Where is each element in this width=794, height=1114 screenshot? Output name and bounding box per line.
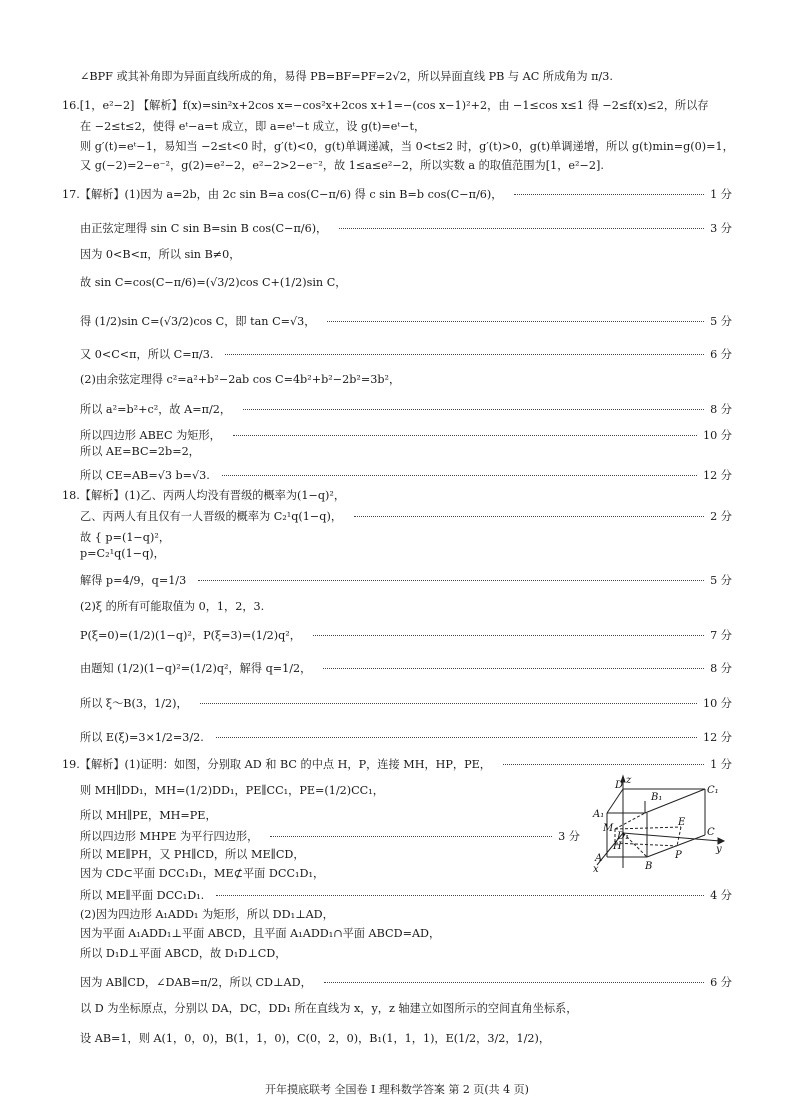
label-D: D	[615, 780, 624, 791]
score-mark: 5 分	[710, 315, 732, 328]
text-line: 所以 D₁D⊥平面 ABCD，故 D₁D⊥CD，	[80, 947, 287, 960]
scored-text: 所以四边形 MHPE 为平行四边形，	[80, 828, 264, 844]
scored-text: 17.【解析】(1)因为 a=2b，由 2c sin B=a cos(C−π/6) 得 c sin B=b cos(C−π/6)，	[62, 186, 508, 202]
text-line: 所以 AE=BC=2b=2，	[80, 445, 200, 458]
scored-line	[80, 427, 732, 443]
text-line: 所以 ME∥PH，又 PH∥CD，所以 ME∥CD，	[80, 848, 305, 861]
scored-text: 所以 ξ～B(3，1/2)，	[80, 695, 194, 711]
scored-line	[80, 220, 732, 236]
label-P: P	[675, 850, 682, 861]
scored-line	[80, 346, 732, 362]
page-footer: 开年摸底联考 全国卷 I 理科数学答案 第 2 页(共 4 页)	[265, 1083, 529, 1096]
scored-line	[80, 401, 732, 417]
scored-text: 所以 a²=b²+c²，故 A=π/2，	[80, 401, 237, 417]
score-mark: 8 分	[710, 403, 732, 416]
scored-text: 又 0<C<π，所以 C=π/3.	[80, 346, 219, 362]
label-y: y	[716, 844, 722, 855]
text-line: ∠BPF 或其补角即为异面直线所成的角，易得 PB=BF=PF=2√2，所以异面直线 PB 与 AC 所成角为 π/3.	[80, 70, 613, 83]
scored-text: 由题知 (1/2)(1−q)²=(1/2)q²，解得 q=1/2，	[80, 660, 317, 676]
label-x: x	[593, 864, 599, 873]
scored-line	[62, 186, 732, 202]
score-mark: 6 分	[710, 976, 732, 989]
scored-text: 所以四边形 ABEC 为矩形，	[80, 427, 227, 443]
scored-line	[80, 660, 732, 676]
label-C1: C₁	[707, 785, 719, 796]
text-line: 设 AB=1，则 A(1，0，0)，B(1，1，0)，C(0，2，0)，B₁(1，1，1)，E(1/2，3/2，1/2)，	[80, 1032, 551, 1045]
label-H: H	[613, 841, 622, 852]
score-mark: 1 分	[710, 188, 732, 201]
scored-line	[80, 828, 580, 844]
text-line: (2)由余弦定理得 c²=a²+b²−2ab cos C=4b²+b²−2b²=3b²，	[80, 373, 401, 386]
scored-line	[80, 695, 732, 711]
label-M: M	[603, 823, 614, 834]
scored-text: 19.【解析】(1)证明：如图，分别取 AD 和 BC 的中点 H，P，连接 MH，HP，PE，	[62, 756, 497, 772]
label-z: z	[626, 775, 632, 786]
scored-line	[80, 974, 732, 990]
scored-text: 解得 p=4/9，q=1/3	[80, 572, 192, 588]
scored-line	[80, 313, 732, 329]
scored-text: 由正弦定理得 sin C sin B=sin B cos(C−π/6)，	[80, 220, 333, 236]
text-line: 在 −2≤t≤2，使得 eᵗ−a=t 成立，即 a=eᵗ−t 成立，设 g(t)=eᵗ−t，	[80, 120, 426, 133]
text-line: 因为 CD⊂平面 DCC₁D₁，ME⊄平面 DCC₁D₁，	[80, 867, 325, 880]
text-line: 又 g(−2)=2−e⁻²，g(2)=e²−2，e²−2>2−e⁻²，故 1≤a≤e²−2，所以实数 a 的取值范围为[1，e²−2].	[80, 159, 604, 172]
coordinate-figure	[585, 773, 730, 873]
text-line: 因为 0<B<π，所以 sin B≠0，	[80, 248, 241, 261]
text-line: 因为平面 A₁ADD₁⊥平面 ABCD，且平面 A₁ADD₁∩平面 ABCD=AD，	[80, 927, 441, 940]
text-line: 18.【解析】(1)乙、丙两人均没有晋级的概率为(1−q)²，	[62, 489, 346, 502]
scored-text: P(ξ=0)=(1/2)(1−q)²，P(ξ=3)=(1/2)q²，	[80, 627, 307, 643]
label-E: E	[678, 817, 686, 828]
text-line: 则 g′(t)=eᵗ−1，易知当 −2≤t<0 时，g′(t)<0，g(t)单调递减，当 0<t≤2 时，g′(t)>0，g(t)单调递增，所以 g(t)min=g(0)=1，	[80, 140, 734, 153]
text-line: 故 { p=(1−q)²，	[80, 531, 171, 544]
scored-text: 所以 CE=AB=√3 b=√3.	[80, 467, 216, 483]
scored-line	[80, 729, 732, 745]
text-line: 则 MH∥DD₁，MH=(1/2)DD₁，PE∥CC₁，PE=(1/2)CC₁，	[80, 784, 384, 797]
text-line: p=C₂¹q(1−q)，	[80, 547, 165, 560]
score-mark: 3 分	[558, 830, 580, 843]
label-A: A	[595, 853, 603, 864]
text-line: 以 D 为坐标原点，分别以 DA，DC，DD₁ 所在直线为 x，y，z 轴建立如图所示的空间直角坐标系，	[80, 1002, 578, 1015]
scored-text: 得 (1/2)sin C=(√3/2)cos C，即 tan C=√3，	[80, 313, 321, 329]
score-mark: 4 分	[710, 889, 732, 902]
scored-text: 所以 ME∥平面 DCC₁D₁.	[80, 887, 210, 903]
text-line: (2)ξ 的所有可能取值为 0，1，2，3.	[80, 600, 265, 613]
score-mark: 3 分	[710, 222, 732, 235]
scored-text: 乙、丙两人有且仅有一人晋级的概率为 C₂¹q(1−q)，	[80, 508, 348, 524]
scored-text: 所以 E(ξ)=3×1/2=3/2.	[80, 729, 210, 745]
score-mark: 6 分	[710, 348, 732, 361]
score-mark: 12 分	[703, 731, 732, 744]
score-mark: 12 分	[703, 469, 732, 482]
score-mark: 8 分	[710, 662, 732, 675]
label-D1: D₁	[617, 831, 630, 842]
score-mark: 5 分	[710, 574, 732, 587]
score-mark: 10 分	[703, 429, 732, 442]
scored-line	[62, 756, 732, 772]
scored-line	[80, 572, 732, 588]
text-line: (2)因为四边形 A₁ADD₁ 为矩形，所以 DD₁⊥AD，	[80, 908, 334, 921]
score-mark: 10 分	[703, 697, 732, 710]
label-B1: B₁	[651, 792, 663, 803]
label-C: C	[707, 827, 715, 838]
scored-text: 因为 AB∥CD，∠DAB=π/2，所以 CD⊥AD，	[80, 974, 318, 990]
score-mark: 2 分	[710, 510, 732, 523]
scored-line	[80, 627, 732, 643]
scored-line	[80, 508, 732, 524]
score-mark: 7 分	[710, 629, 732, 642]
scored-line	[80, 467, 732, 483]
label-A1: A₁	[593, 809, 605, 820]
text-line: 所以 MH∥PE，MH=PE，	[80, 809, 217, 822]
scored-line	[80, 887, 732, 903]
text-line: 故 sin C=cos(C−π/6)=(√3/2)cos C+(1/2)sin C，	[80, 276, 347, 289]
score-mark: 1 分	[710, 758, 732, 771]
text-line: 16.[1，e²−2] 【解析】f(x)=sin²x+2cos x=−cos²x+2cos x+1=−(cos x−1)²+2，由 −1≤cos x≤1 得 −2≤f(x)≤2，所以存	[62, 99, 709, 112]
label-B: B	[645, 861, 653, 872]
